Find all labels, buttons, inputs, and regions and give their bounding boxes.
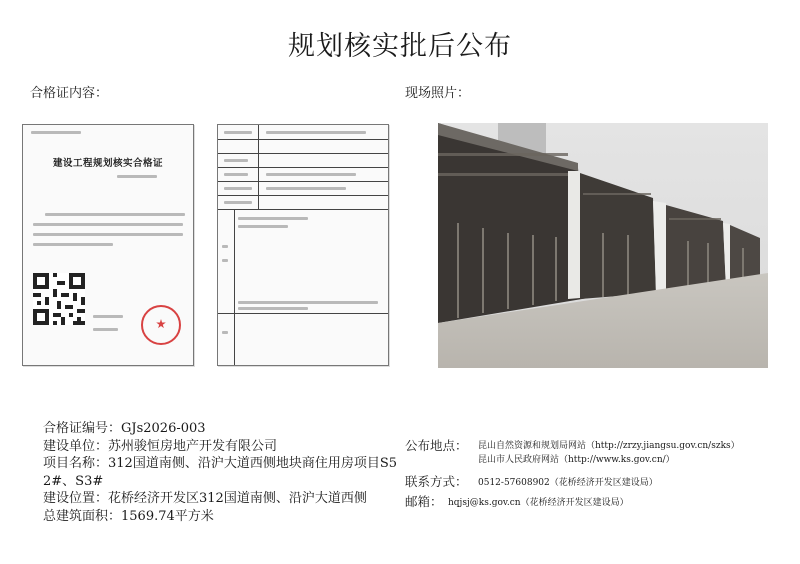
page-title: 规划核实批后公布 — [288, 31, 512, 62]
building-location: 建设位置：花桥经济开发区312国道南侧、沿沪大道西侧 — [43, 491, 367, 506]
certificate-back-page — [217, 124, 389, 366]
qr-code-icon — [33, 273, 85, 325]
publish-line-1: 昆山自然资源和规划局网站（http://zrzy.jiangsu.gov.cn/szks） — [478, 441, 740, 451]
project-name: 项目名称：312国道南侧、沿沪大道西侧地块商住用房项目S5 2#、S3# — [43, 456, 397, 489]
builder: 建设单位：苏州骏恒房地产开发有限公司 — [43, 438, 278, 454]
contact-label: 联系方式： — [405, 474, 468, 489]
certificate-heading: 建设工程规划核实合格证 — [52, 158, 163, 169]
cert-number: 合格证编号：GJs2026-003 — [43, 421, 206, 436]
project-info — [43, 420, 398, 525]
contact-value: 0512-57608902（花桥经济开发区建设局） — [478, 478, 658, 488]
site-photo — [438, 123, 768, 368]
email-label: 邮箱： — [405, 494, 443, 509]
photo-section-label: 现场照片： — [405, 86, 471, 101]
contact-info — [405, 472, 468, 490]
total-area: 总建筑面积：1569.74平方米 — [43, 508, 214, 524]
email-info — [405, 492, 443, 510]
email-value: hqjsj@ks.gov.cn（花桥经济开发区建设局） — [448, 498, 629, 508]
publish-location — [405, 436, 468, 454]
publish-line-2: 昆山市人民政府网站（http://www.ks.gov.cn/） — [478, 455, 675, 465]
publish-label: 公布地点： — [405, 438, 468, 453]
certificate-section-label: 合格证内容： — [30, 86, 109, 101]
certificate-front-page — [22, 124, 194, 366]
official-seal-icon — [141, 305, 181, 345]
